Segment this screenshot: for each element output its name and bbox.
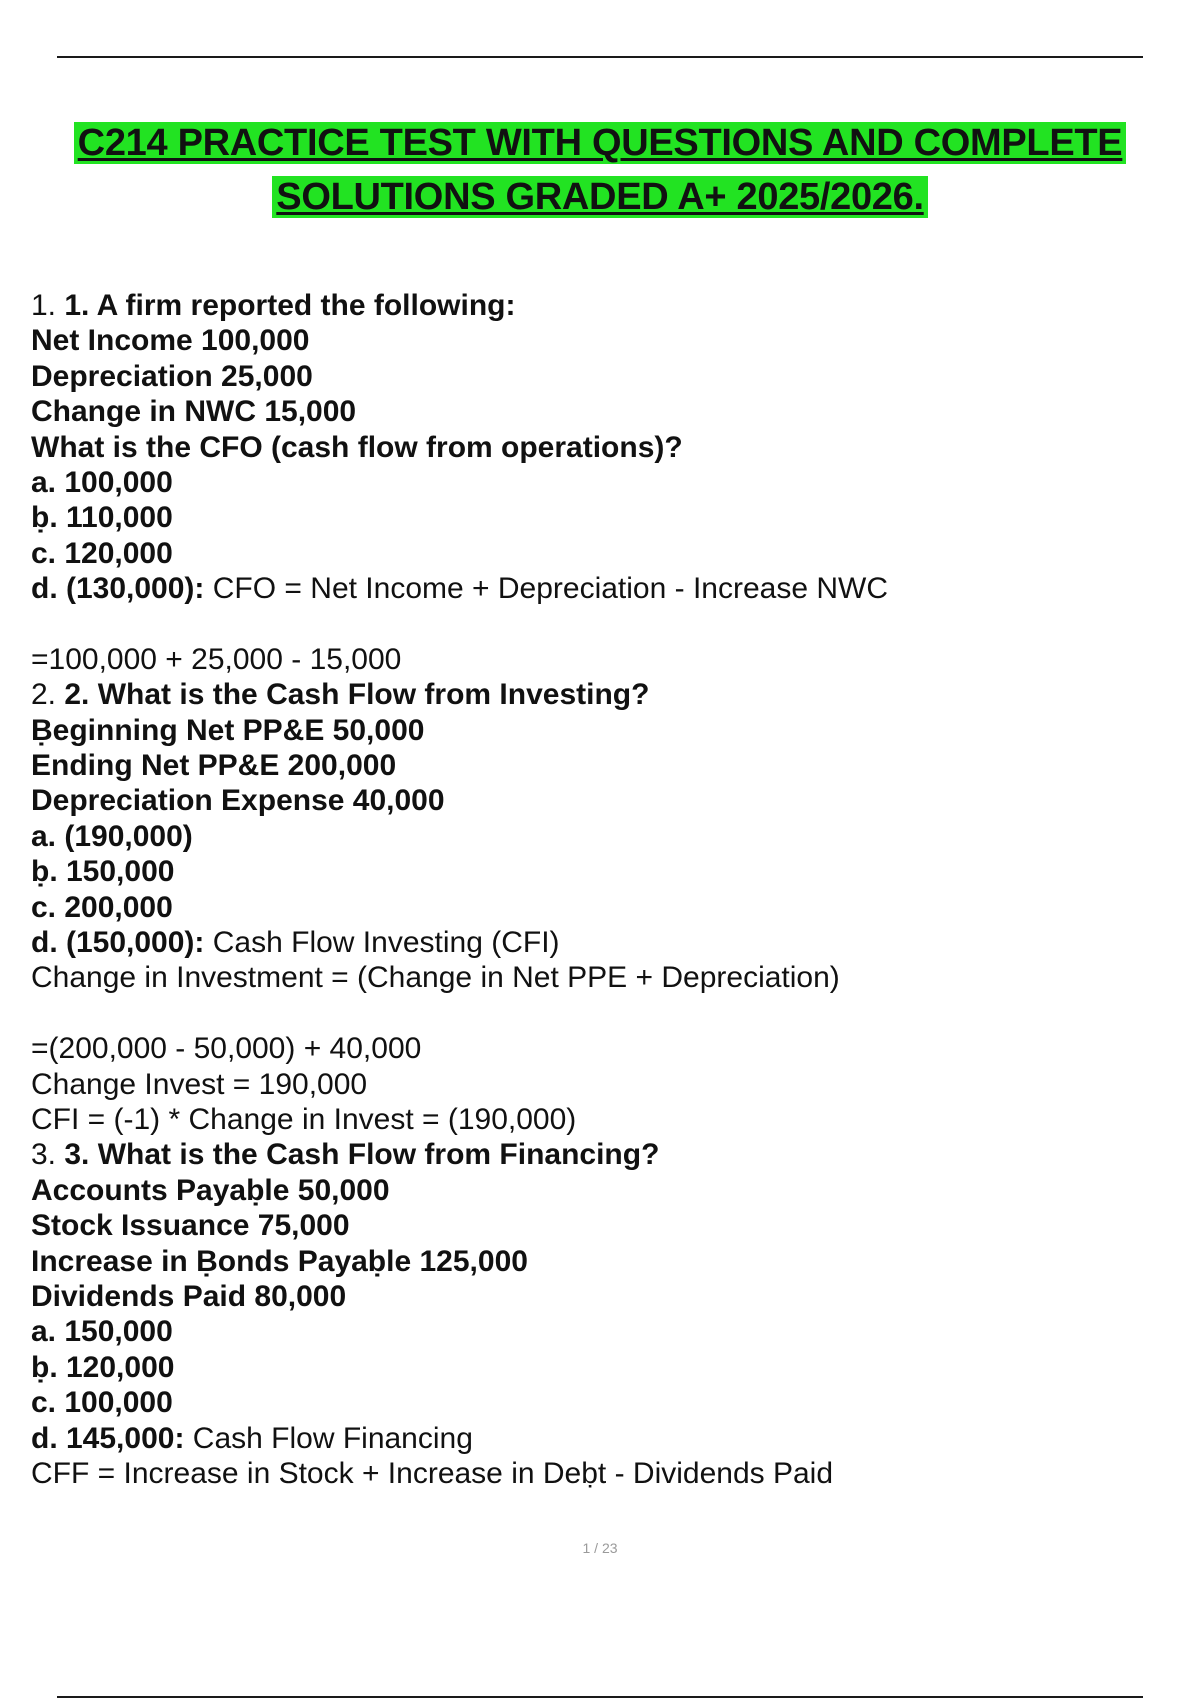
- question-1-number: 1.: [31, 289, 57, 322]
- question-3-line: Dividends Paid 80,000: [31, 1279, 347, 1313]
- question-2-number: 2.: [31, 678, 57, 712]
- question-3-title: 3. What is the Cash Flow from Financing?: [64, 1138, 660, 1172]
- question-2-answer-label: d. (150,000):: [31, 926, 205, 960]
- bottom-rule: [57, 1696, 1143, 1698]
- question-2-explanation: =(200,000 - 50,000) + 40,000: [31, 1032, 422, 1066]
- question-2-heading: [31, 677, 1171, 712]
- question-2-line: Ḅeginning Net PP&E 50,000: [31, 713, 425, 747]
- question-2-answer-text: Cash Flow Investing (CFI): [212, 926, 560, 960]
- question-2-explanation: Change in Investment = (Change in Net PPE + Depreciation): [31, 961, 840, 995]
- question-2-line: Ending Net PP&E 200,000: [31, 749, 397, 783]
- question-3-line: Increase in Ḅonds Payaḅle 125,000: [31, 1244, 528, 1278]
- question-3-line: Stock Issuance 75,000: [31, 1209, 350, 1243]
- question-3-answer: [31, 1421, 1171, 1456]
- question-2-option-b: ḅ. 150,000: [31, 855, 175, 889]
- question-1-answer-text: CFO = Net Income + Depreciation - Increase NWC: [212, 572, 888, 606]
- title-line-2: SOLUTIONS GRADED A+ 2025/2026.: [272, 176, 927, 218]
- top-rule: [57, 56, 1143, 58]
- question-1-answer-label: d. (130,000):: [31, 572, 205, 606]
- spacer: [31, 996, 1171, 1031]
- question-2-explanation: Change Invest = 190,000: [31, 1067, 368, 1101]
- document-body: [31, 288, 1171, 1491]
- question-2-title: 2. What is the Cash Flow from Investing?: [64, 678, 650, 712]
- question-3-number: 3.: [31, 1138, 57, 1172]
- question-1-title: 1. A firm reported the following:: [64, 289, 516, 322]
- question-2-line: Depreciation Expense 40,000: [31, 784, 445, 818]
- question-3-answer-text: Cash Flow Financing: [192, 1421, 473, 1455]
- question-1-line: Change in NWC 15,000: [31, 395, 357, 429]
- question-3-option-c: c. 100,000: [31, 1386, 173, 1420]
- question-3-line: Accounts Payaḅle 50,000: [31, 1173, 390, 1207]
- spacer: [31, 607, 1171, 642]
- document-title: [0, 116, 1200, 224]
- title-line-1: C214 PRACTICE TEST WITH QUESTIONS AND COMPLETE: [74, 122, 1127, 164]
- question-1-option-b: ḅ. 110,000: [31, 501, 173, 535]
- question-1-option-c: c. 120,000: [31, 536, 173, 570]
- question-1-line: Net Income 100,000: [31, 324, 310, 358]
- question-2-option-c: c. 200,000: [31, 890, 173, 924]
- question-1-answer: [31, 571, 1171, 606]
- question-1-explanation: =100,000 + 25,000 - 15,000: [31, 642, 402, 676]
- question-1-heading: [31, 288, 1171, 323]
- question-2-explanation: CFI = (-1) * Change in Invest = (190,000): [31, 1102, 577, 1136]
- question-1-option-a: a. 100,000: [31, 465, 173, 499]
- question-1-line: Depreciation 25,000: [31, 359, 313, 393]
- question-3-option-b: ḅ. 120,000: [31, 1350, 175, 1384]
- page-indicator: 1 / 23: [582, 1540, 618, 1556]
- question-3-answer-label: d. 145,000:: [31, 1421, 185, 1455]
- question-1-prompt: What is the CFO (cash flow from operations)?: [31, 430, 683, 464]
- question-3-heading: [31, 1137, 1171, 1172]
- question-2-option-a: a. (190,000): [31, 819, 193, 853]
- question-2-answer: [31, 925, 1171, 960]
- question-3-explanation: CFF = Increase in Stock + Increase in Deḅt - Dividends Paid: [31, 1456, 834, 1490]
- question-3-option-a: a. 150,000: [31, 1315, 173, 1349]
